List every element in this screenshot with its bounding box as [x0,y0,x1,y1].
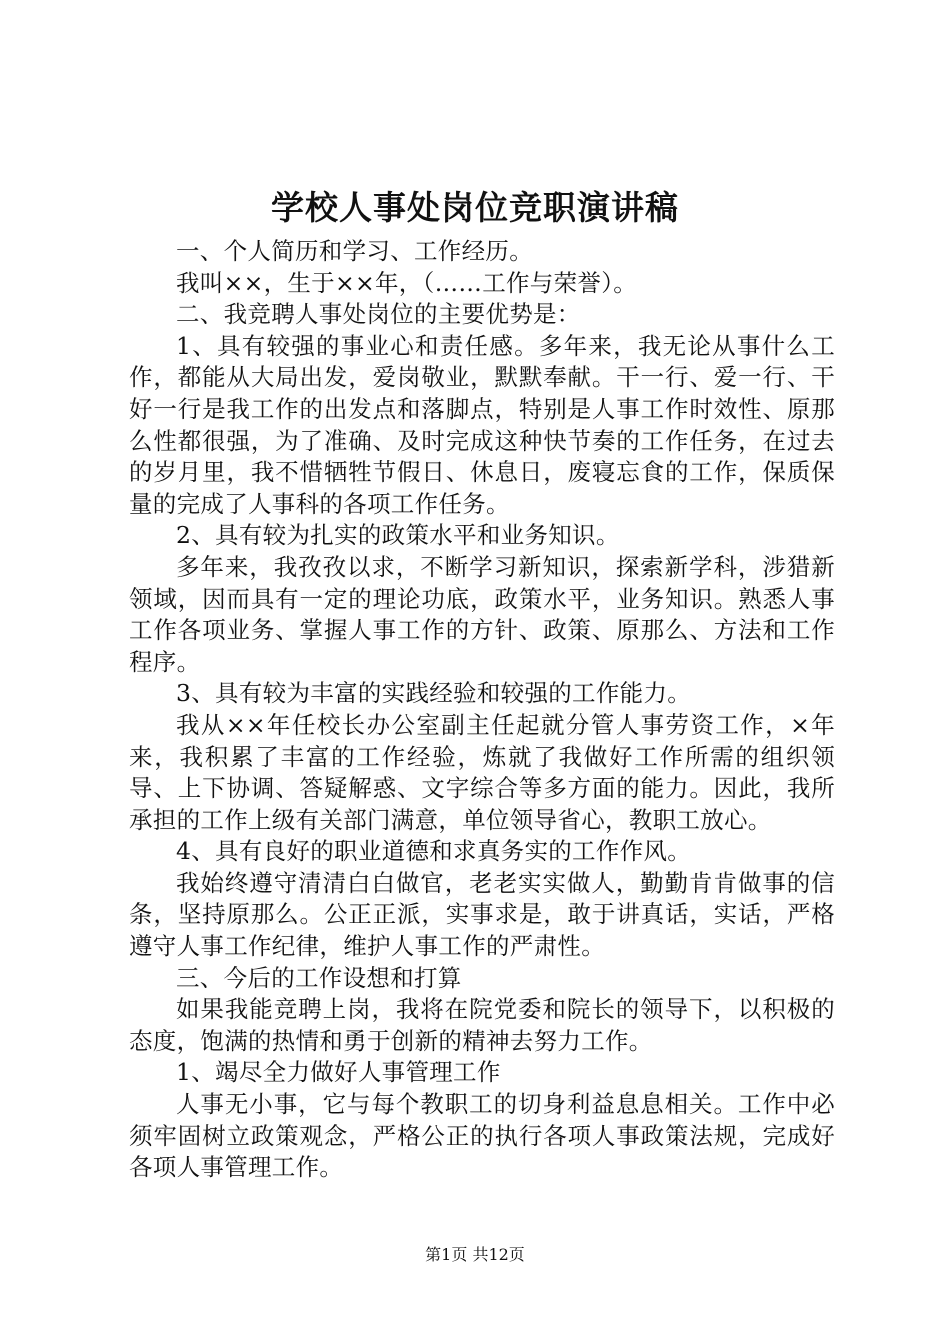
page-number-footer: 第1页 共12页 [425,1245,525,1264]
paragraph: 一、个人简历和学习、工作经历。 [176,237,533,265]
paragraph: 人事无小事，它与每个教职工的切身利益息息相关。工作中必须牢固树立政策观念，严格公正的执行各项人事政策法规，完成好各项人事管理工作。 [129,1090,835,1182]
paragraph: 4、具有良好的职业道德和求真务实的工作作风。 [176,837,692,866]
paragraph: 多年来，我孜孜以求，不断学习新知识，探索新学科，涉猎新领域，因而具有一定的理论功底，政策水平，业务知识。熟悉人事工作各项业务、掌握人事工作的方针、政策、原那么、方法和工作程序。 [129,552,835,676]
paragraph: 三、今后的工作设想和打算 [176,963,462,992]
paragraph: 我始终遵守清清白白做官，老老实实做人，勤勤肯肯做事的信条，坚持原那么。公正正派，实事求是，敢于讲真话，实话，严格遵守人事工作纪律，维护人事工作的严肃性。 [129,868,835,961]
paragraph: 3、具有较为丰富的实践经验和较强的工作能力。 [176,679,692,708]
paragraph: 2、具有较为扎实的政策水平和业务知识。 [176,521,620,550]
paragraph: 我从××年任校长办公室副主任起就分管人事劳资工作，×年来，我积累了丰富的工作经验，炼就了我做好工作所需的组织领导、上下协调、答疑解惑、文字综合等多方面的能力。因此，我所承担的工作上级有关部门满意，单位领导省心，教职工放心。 [129,710,835,834]
document-title: 学校人事处岗位竞职演讲稿 [271,188,679,227]
paragraph: 1、具有较强的事业心和责任感。多年来，我无论从事什么工作，都能从大局出发，爱岗敬业，默默奉献。干一行、爱一行、干好一行是我工作的出发点和落脚点，特别是人事工作时效性、原那么性都很强，为了准确、及时完成这种快节奏的工作任务，在过去的岁月里，我不惜牺牲节假日、休息日，废寝忘食的工作，保质保量的完成了人事科的各项工作任务。 [129,331,835,518]
paragraph: 1、竭尽全力做好人事管理工作 [176,1058,501,1087]
paragraph: 我叫××，生于××年，（……工作与荣誉）。 [176,268,638,297]
paragraph: 二、我竞聘人事处岗位的主要优势是： [176,300,581,329]
document-body [129,236,835,1184]
paragraph: 如果我能竞聘上岗，我将在院党委和院长的领导下，以积极的态度，饱满的热情和勇于创新的精神去努力工作。 [129,995,835,1055]
